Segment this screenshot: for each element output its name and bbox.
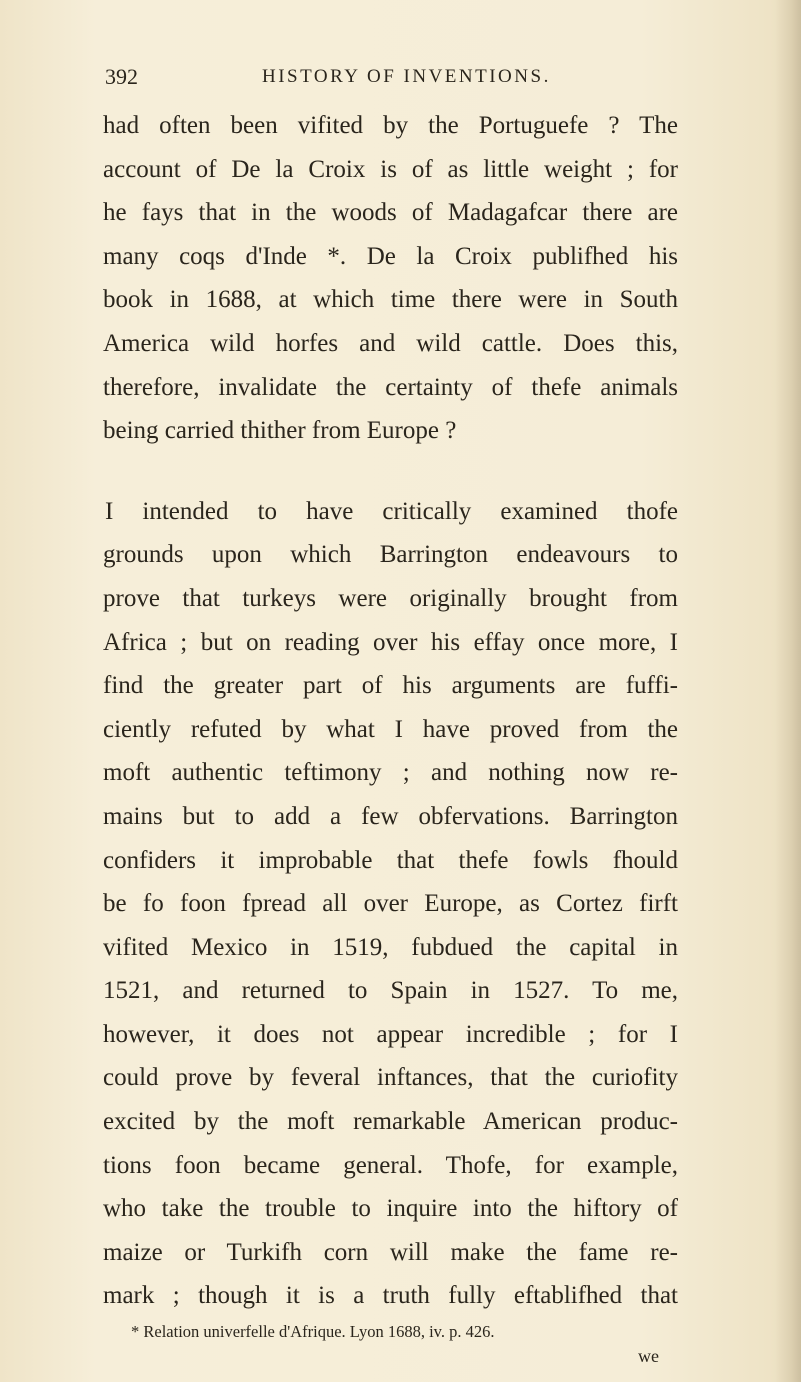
- text-line: ciently refuted by what I have proved from the: [103, 715, 678, 743]
- text-line: be fo foon fpread all over Europe, as Cortez firft: [103, 890, 678, 918]
- catchword: we: [638, 1346, 659, 1366]
- text-line: America wild horfes and wild cattle. Does this,: [103, 329, 678, 357]
- text-line: I intended to have critically examined thofe: [105, 497, 678, 525]
- text-line: maize or Turkifh corn will make the fame re-: [103, 1238, 678, 1266]
- text-line: 1521, and returned to Spain in 1527. To me,: [103, 977, 678, 1005]
- text-line: find the greater part of his arguments are fuffi-: [103, 672, 678, 700]
- footnote: * Relation univerfelle d'Afrique. Lyon 1688, iv. p. 426.: [131, 1322, 495, 1341]
- text-line: Africa ; but on reading over his effay once more, I: [103, 628, 678, 656]
- running-title: HISTORY OF INVENTIONS.: [262, 66, 551, 87]
- paragraph-1: [103, 104, 678, 453]
- text-line: grounds upon which Barrington endeavours to: [103, 541, 678, 569]
- text-line: mains but to add a few obfervations. Barrington: [103, 802, 678, 830]
- text-line: moft authentic teftimony ; and nothing now re-: [103, 759, 678, 787]
- paragraph-2: [103, 490, 678, 1318]
- text-line: however, it does not appear incredible ; for I: [103, 1020, 678, 1048]
- page-edge-shadow: [775, 0, 801, 1382]
- text-line: could prove by feveral inftances, that the curiofity: [103, 1064, 678, 1092]
- text-line: had often been vifited by the Portuguefe ? The: [103, 112, 678, 139]
- text-line: account of De la Croix is of as little weight ; for: [103, 155, 678, 183]
- text-line: he fays that in the woods of Madagafcar there are: [103, 199, 678, 227]
- page-number: 392: [105, 64, 138, 89]
- text-line: confiders it improbable that thefe fowls fhould: [103, 846, 678, 874]
- text-line: who take the trouble to inquire into the hiftory of: [103, 1195, 678, 1223]
- paragraph-gap: [103, 453, 678, 490]
- text-line: mark ; though it is a truth fully eftablifhed that: [103, 1282, 678, 1310]
- page-header: [105, 62, 665, 92]
- text-line: vifited Mexico in 1519, fubdued the capital in: [103, 933, 678, 961]
- text-line: therefore, invalidate the certainty of thefe animals: [103, 373, 678, 401]
- text-line: book in 1688, at which time there were in South: [103, 286, 678, 314]
- text-line: being carried thither from Europe ?: [103, 417, 457, 445]
- body-text: [103, 104, 678, 1318]
- text-line: many coqs d'Inde *. De la Croix publifhed his: [103, 242, 678, 270]
- text-line: excited by the moft remarkable American produc-: [103, 1108, 678, 1136]
- text-line: tions foon became general. Thofe, for example,: [103, 1151, 678, 1179]
- text-line: prove that turkeys were originally brought from: [103, 584, 678, 612]
